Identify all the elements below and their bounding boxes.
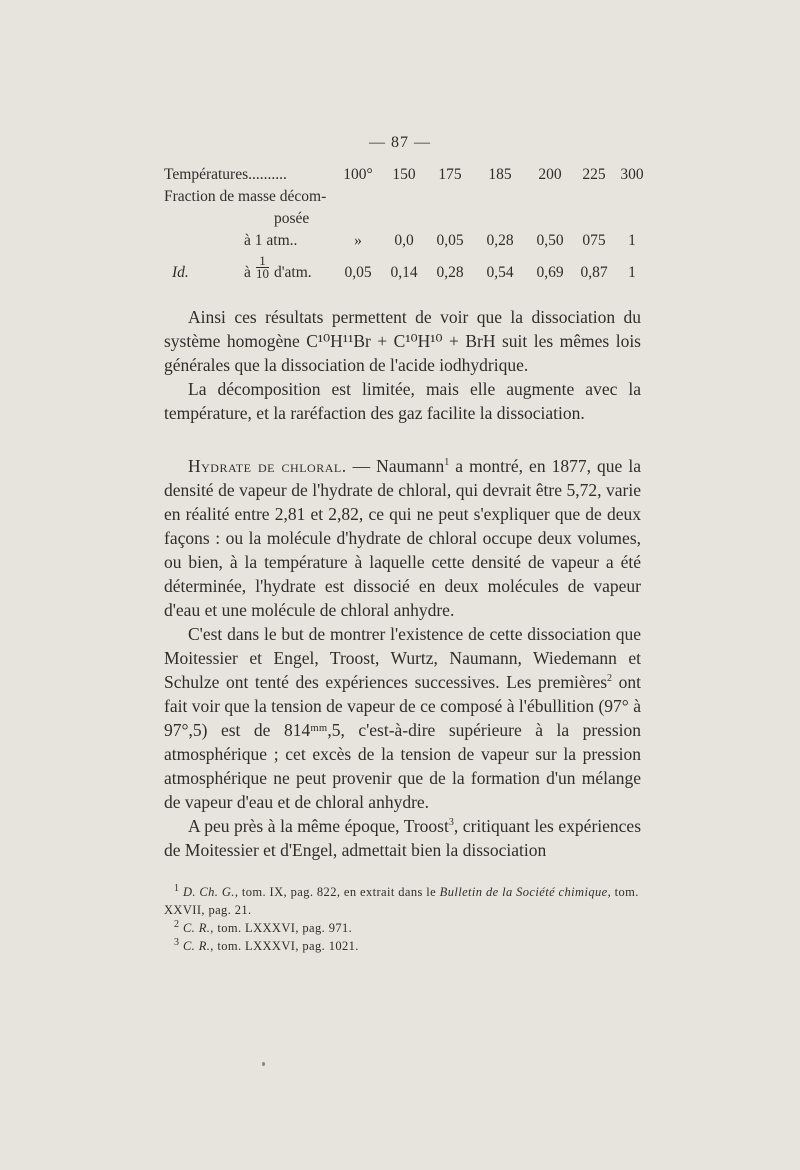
table-cell: 1 bbox=[628, 264, 636, 281]
paragraph-block-2 bbox=[164, 454, 641, 862]
fraction-denominator: 10 bbox=[256, 266, 269, 281]
table-cell: 225 bbox=[582, 166, 606, 183]
table-row-temperatures bbox=[164, 165, 644, 187]
row-label-temperatures: Températures.......... bbox=[164, 166, 287, 183]
footnote-ref-2: 2 bbox=[607, 673, 613, 685]
table-cell: 185 bbox=[488, 166, 512, 183]
paper-speck bbox=[262, 1062, 265, 1066]
table-cell: 0,50 bbox=[536, 232, 564, 249]
table-cell: 200 bbox=[538, 166, 562, 183]
fraction-numerator: 1 bbox=[256, 255, 269, 268]
table-cell: 0,28 bbox=[486, 232, 514, 249]
table-cell: 075 bbox=[582, 232, 606, 249]
footnote-ref-1: 1 bbox=[444, 457, 450, 469]
table-cell: 0,05 bbox=[436, 232, 464, 249]
row-prefix-id: Id. bbox=[172, 264, 189, 281]
table-cell: 0,0 bbox=[394, 232, 414, 249]
table-cell: 0,28 bbox=[436, 264, 464, 281]
fraction-one-tenth bbox=[256, 255, 269, 280]
paragraph-block-1 bbox=[164, 305, 641, 425]
row-label-fraction: Fraction de masse décom- bbox=[164, 188, 327, 205]
table-cell: 0,54 bbox=[486, 264, 514, 281]
footnote-ref-3: 3 bbox=[448, 817, 454, 829]
row-label-datm: d'atm. bbox=[274, 264, 312, 281]
section-heading: Hydrate de chloral. bbox=[188, 456, 347, 476]
table-cell: 0,87 bbox=[580, 264, 608, 281]
paragraph-experiments: C'est dans le but de montrer l'existence de cette dissociation que Moitessier et Engel, Troost, Wurtz, Naumann, Wiedemann et Schulze ont tenté des expériences successives. Les premières$^2$ ont fait voir que la tension de vapeur de ce composé à l'ébullition (97° à 97°,5) est de 814ᵐᵐ,5, c'est-à-dire supérieure à la pression atmosphérique ; cet excès de la tension de vapeur sur la pression atmosphérique ne peut provenir que de la formation d'un mélange de vapeur d'eau et de chloral anhydre. bbox=[164, 624, 641, 812]
footnotes bbox=[164, 883, 641, 955]
table-row-fraction-label-2 bbox=[164, 209, 644, 231]
table-row-tenth-atm bbox=[164, 253, 644, 287]
table-cell: 0,69 bbox=[536, 264, 564, 281]
paragraph-troost: A peu près à la même époque, Troost$^3$, critiquant les expériences de Moitessier et d'Engel, admettait bien la dissociation bbox=[164, 816, 642, 860]
table-cell: 0,05 bbox=[344, 264, 372, 281]
footnote-1: $^1$ D. Ch. G., tom. IX, pag. 822, en extrait dans le Bulletin de la Société chimique, tom. XXVII, pag. 21. bbox=[164, 882, 639, 917]
page-number: — 87 — bbox=[369, 134, 431, 151]
table-row-1atm bbox=[164, 231, 644, 253]
table-cell: » bbox=[354, 232, 362, 249]
table-cell: 150 bbox=[392, 166, 416, 183]
table-cell: 175 bbox=[438, 166, 462, 183]
paragraph-conclusion: Ainsi ces résultats permettent de voir que la dissociation du système homogène C¹⁰H¹¹Br + C¹⁰H¹⁰ + BrH suit les mêmes lois générales que la dissociation de l'acide iodhydrique. bbox=[164, 307, 641, 375]
row-label-a: à bbox=[244, 264, 251, 281]
paragraph-chloral-hydrate: Hydrate de chloral. — Naumann$^1$ a montré, en 1877, que la densité de vapeur de l'hydrate de chloral, qui devrait être 5,72, varie en réalité entre 2,81 et 2,82, ce qui ne peut s'expliquer que de deux façons : ou la molécule d'hydrate de chloral occupe deux volumes, ou bien, à la température à laquelle cette densité de vapeur a été déterminée, l'hydrate est dissocié en deux molécules de vapeur d'eau et une molécule de chloral anhydre. bbox=[164, 456, 641, 620]
table-cell: 0,14 bbox=[390, 264, 418, 281]
table-cell: 300 bbox=[620, 166, 644, 183]
paragraph-decomposition: La décomposition est limitée, mais elle augmente avec la température, et la raréfaction des gaz facilite la dissociation. bbox=[164, 379, 641, 423]
footnote-3: $^3$ C. R., tom. LXXXVI, pag. 1021. bbox=[174, 936, 359, 953]
table-cell: 100° bbox=[343, 166, 373, 183]
footnote-2: $^2$ C. R., tom. LXXXVI, pag. 971. bbox=[174, 918, 353, 935]
row-label-1atm: à 1 atm.. bbox=[244, 232, 298, 249]
table-row-fraction-label bbox=[164, 187, 644, 209]
table-cell: 1 bbox=[628, 232, 636, 249]
row-label-posee: posée bbox=[274, 210, 310, 227]
